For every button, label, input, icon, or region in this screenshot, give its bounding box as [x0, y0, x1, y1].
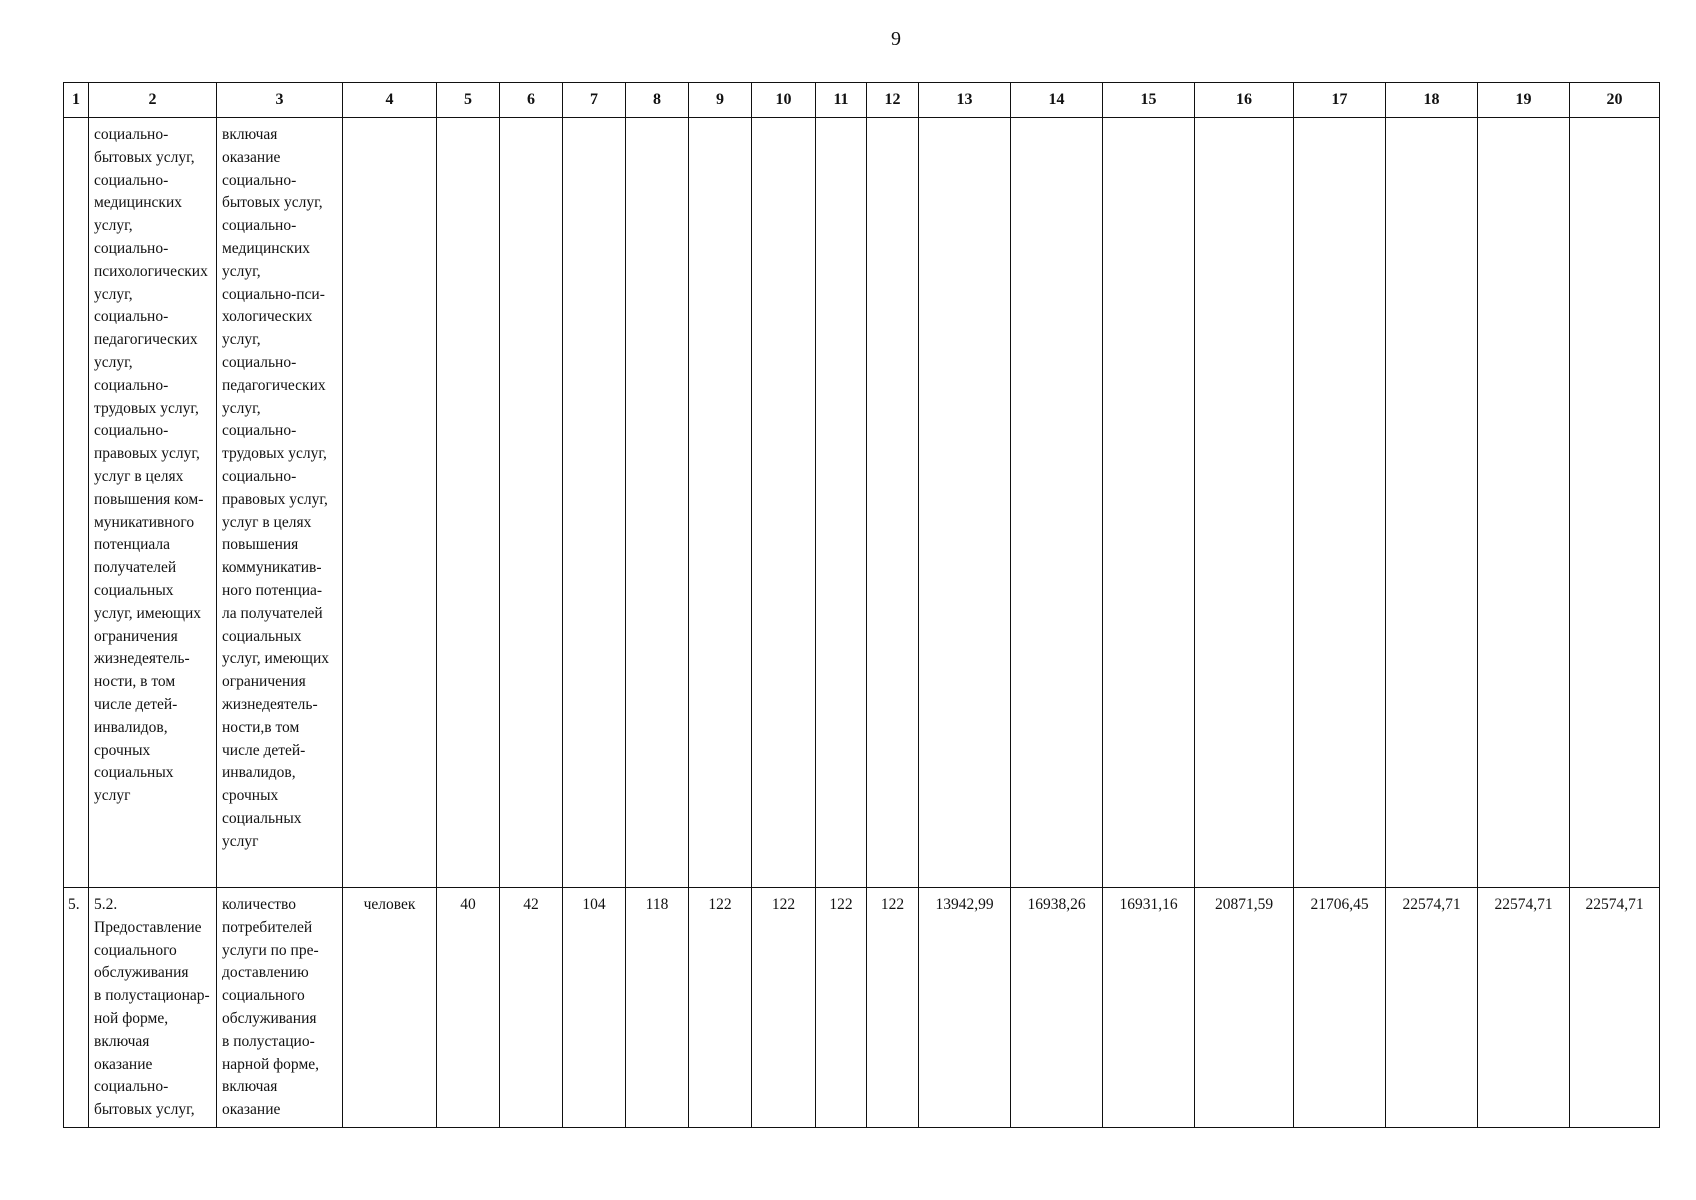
text-line: услуг — [222, 832, 259, 850]
row-number: 5. — [64, 888, 89, 1128]
row5-value-col9 — [689, 888, 752, 1128]
row5-value-col10 — [752, 888, 816, 1128]
row5-value-col17 — [1294, 888, 1386, 1128]
text-line: 5.2. — [94, 896, 118, 913]
column-header-4: 4 — [343, 83, 437, 118]
column-header-14: 14 — [1011, 83, 1103, 118]
text-line: срочных — [222, 787, 279, 805]
column-header-11: 11 — [816, 83, 867, 118]
text-line: услуг, имеющих — [94, 604, 202, 622]
column-header-9: 9 — [689, 83, 752, 118]
continued-row — [64, 118, 1660, 888]
text-line: обслуживания — [94, 964, 189, 982]
value-text: 16931,16 — [1119, 896, 1178, 913]
text-line: ности, в том — [94, 673, 176, 691]
column-header-12: 12 — [867, 83, 919, 118]
row5-value-col12 — [867, 888, 919, 1128]
text-line: ограничения — [222, 673, 306, 691]
column-header-19: 19 — [1478, 83, 1570, 118]
text-line: услуг, имеющих — [222, 650, 330, 668]
text-line: повышения ком- — [94, 490, 204, 508]
text-line: жизнедеятель- — [94, 650, 190, 668]
text-line: инвалидов, — [94, 718, 168, 736]
column-header-5: 5 — [437, 83, 500, 118]
text-line: бытовых услуг, — [94, 148, 195, 166]
value-text: 122 — [771, 896, 796, 913]
text-line: услуг — [94, 787, 131, 805]
row5-value-col7 — [563, 888, 626, 1128]
row5-col3 — [217, 888, 343, 1128]
value-text: 40 — [460, 896, 476, 913]
text-line: социальных — [222, 809, 302, 827]
value-text: 42 — [523, 896, 539, 913]
cont-col1 — [64, 118, 89, 888]
text-line: услуг, — [222, 262, 261, 280]
text-line: количество — [222, 896, 296, 913]
row5-value-col16 — [1195, 888, 1294, 1128]
row5-value-col8 — [626, 888, 689, 1128]
row5-value-col13 — [919, 888, 1011, 1128]
text-line: услуг, — [94, 285, 133, 303]
column-header-6: 6 — [500, 83, 563, 118]
row5-value-col20 — [1570, 888, 1660, 1128]
text-line: педагогических — [94, 331, 198, 349]
header-row — [64, 83, 1660, 118]
text-line: повышения — [222, 536, 299, 554]
text-line: социально- — [94, 1078, 169, 1096]
text-line: в полустацио- — [222, 1032, 315, 1050]
value-text: 122 — [880, 896, 905, 913]
row5-value-col11 — [816, 888, 867, 1128]
text-line: потребителей — [222, 918, 313, 936]
text-line: психологических — [94, 262, 208, 280]
value-text: 22574,71 — [1585, 896, 1644, 913]
text-line: услуг, — [94, 353, 133, 371]
text-line: ного потенциа- — [222, 581, 323, 599]
text-line: срочных — [94, 741, 151, 759]
text-line: инвалидов, — [222, 764, 296, 782]
text-line: включая — [222, 126, 278, 143]
text-line: нарной форме, — [222, 1055, 320, 1073]
column-header-13: 13 — [919, 83, 1011, 118]
column-header-8: 8 — [626, 83, 689, 118]
row5-unit: человек — [343, 888, 437, 1128]
text-line: медицинских — [94, 194, 183, 212]
text-line: социального — [222, 987, 305, 1005]
column-header-2: 2 — [89, 83, 217, 118]
text-line: Предоставление — [94, 918, 202, 936]
value-text: 122 — [708, 896, 732, 913]
text-line: ности,в том — [222, 718, 300, 736]
text-line: трудовых услуг, — [222, 445, 327, 463]
text-line: медицинских — [222, 239, 311, 257]
text-line: ной форме, — [94, 1009, 169, 1027]
text-line: доставлению — [222, 964, 309, 982]
text-line: оказание — [94, 1055, 153, 1073]
text-line: числе детей- — [94, 695, 178, 713]
value-text: 20871,59 — [1214, 896, 1274, 913]
cont-col3 — [217, 118, 343, 888]
value-text: 122 — [829, 896, 853, 913]
text-line: социально- — [222, 467, 297, 485]
value-text: 118 — [645, 896, 669, 913]
row5-value-col15 — [1103, 888, 1195, 1128]
column-header-3: 3 — [217, 83, 343, 118]
text-line: социально-пси- — [222, 285, 325, 303]
text-line: числе детей- — [222, 741, 306, 759]
text-line: социально- — [222, 171, 297, 189]
text-line: правовых услуг, — [222, 490, 328, 508]
value-text: 104 — [582, 896, 606, 913]
text-line: жизнедеятель- — [222, 695, 318, 713]
column-header-20: 20 — [1570, 83, 1660, 118]
row5-value-col6 — [500, 888, 563, 1128]
text-line: муникативного — [94, 513, 195, 531]
text-line: коммуникатив- — [222, 559, 322, 577]
value-text: 22574,71 — [1402, 896, 1461, 913]
text-line: трудовых услуг, — [94, 399, 199, 417]
row5-value-col19 — [1478, 888, 1570, 1128]
text-line: услуг в целях — [94, 467, 184, 485]
data-table — [63, 82, 1660, 1128]
text-line: включая — [222, 1078, 278, 1096]
text-line: хологических — [222, 308, 313, 326]
text-line: услуг в целях — [222, 513, 312, 531]
text-line: социально- — [222, 353, 297, 371]
text-line: социально- — [222, 422, 297, 440]
text-line: обслуживания — [222, 1009, 317, 1027]
text-line: оказание — [222, 1101, 281, 1119]
text-line: ла получателей — [222, 604, 323, 622]
text-line: социальных — [94, 764, 174, 782]
value-text: 22574,71 — [1494, 896, 1553, 913]
row-5 — [64, 888, 1660, 1128]
column-header-17: 17 — [1294, 83, 1386, 118]
text-line: в полустационар- — [94, 987, 210, 1005]
text-line: социально- — [94, 376, 169, 394]
text-line: педагогических — [222, 376, 326, 394]
page-number: 9 — [891, 28, 901, 50]
row5-value-col18 — [1386, 888, 1478, 1128]
text-line: социально- — [222, 217, 297, 235]
value-text: 21706,45 — [1310, 896, 1369, 913]
text-line: оказание — [222, 148, 281, 166]
value-text: 13942,99 — [935, 896, 994, 913]
text-line: бытовых услуг, — [222, 194, 323, 212]
text-line: услуг, — [94, 217, 133, 235]
column-header-1: 1 — [64, 83, 89, 118]
column-header-16: 16 — [1195, 83, 1294, 118]
text-line: социально- — [94, 239, 169, 257]
text-line: социально- — [94, 126, 169, 143]
column-header-7: 7 — [563, 83, 626, 118]
text-line: социального — [94, 941, 177, 959]
text-line: услуг, — [222, 399, 261, 417]
text-line: правовых услуг, — [94, 445, 200, 463]
column-header-10: 10 — [752, 83, 816, 118]
row5-col2 — [89, 888, 217, 1128]
text-line: потенциала — [94, 536, 171, 554]
cont-col2 — [89, 118, 217, 888]
text-line: бытовых услуг, — [94, 1101, 195, 1119]
text-line: ограничения — [94, 627, 178, 645]
text-line: социальных — [94, 581, 174, 599]
column-header-15: 15 — [1103, 83, 1195, 118]
text-line: получателей — [94, 559, 177, 577]
text-line: социально- — [94, 171, 169, 189]
column-header-18: 18 — [1386, 83, 1478, 118]
text-line: услуги по пре- — [222, 941, 319, 959]
text-line: социально- — [94, 422, 169, 440]
text-line: социальных — [222, 627, 302, 645]
text-line: включая — [94, 1032, 150, 1050]
row5-value-col14 — [1011, 888, 1103, 1128]
row5-value-col5 — [437, 888, 500, 1128]
text-line: услуг, — [222, 331, 261, 349]
text-line: социально- — [94, 308, 169, 326]
value-text: 16938,26 — [1027, 896, 1086, 913]
